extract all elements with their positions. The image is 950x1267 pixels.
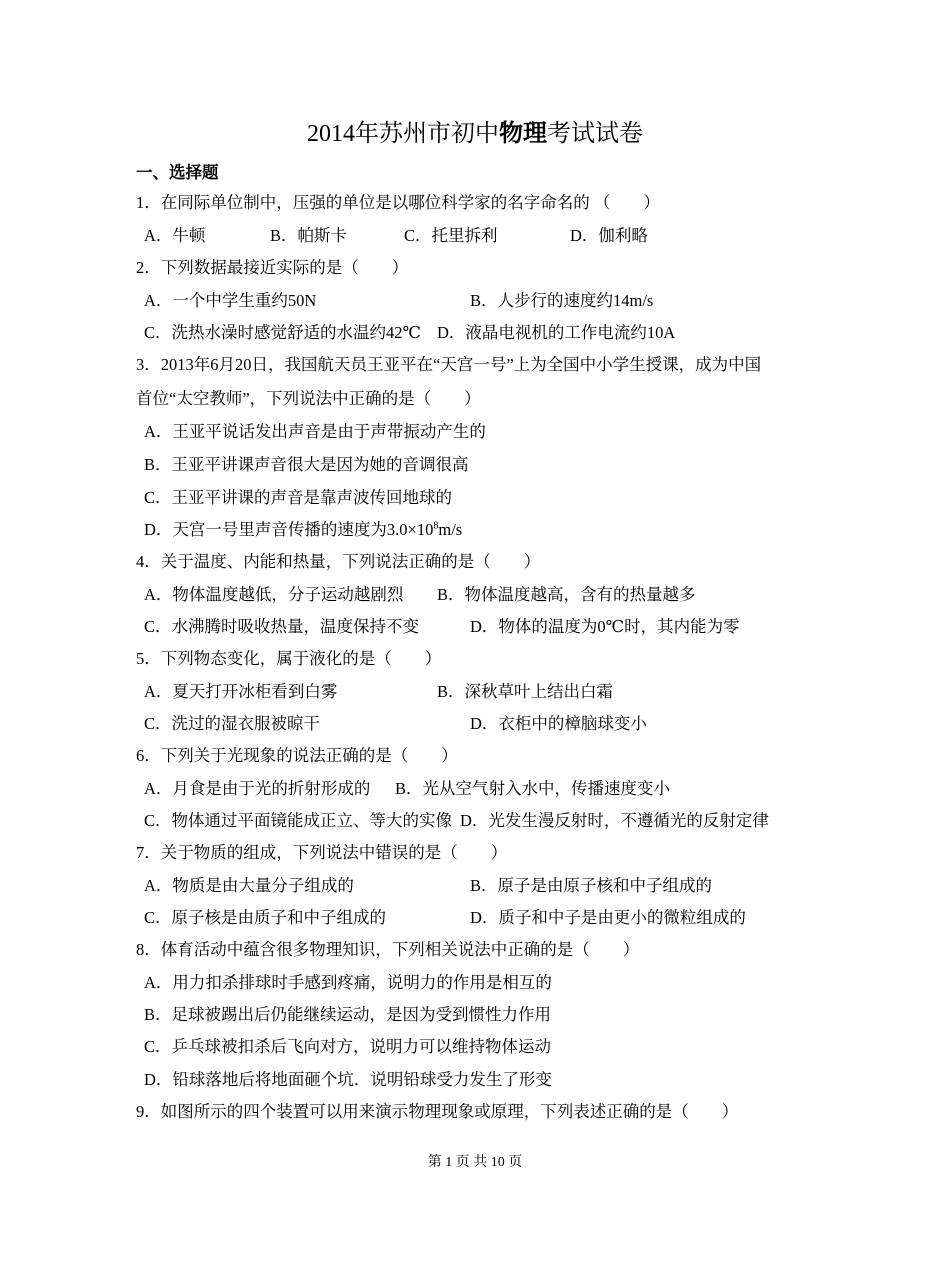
q2-option-b: B．人步行的速度约14m/s	[470, 291, 654, 310]
q8-option-d: D．铅球落地后将地面砸个坑．说明铅球受力发生了形变	[144, 1070, 552, 1089]
q6-option-b: B．光从空气射入水中，传播速度变小	[395, 779, 671, 798]
q8-option-a: A．用力扣杀排球时手感到疼痛，说明力的作用是相互的	[144, 973, 552, 992]
q7-option-c: C．原子核是由质子和中子组成的	[144, 908, 387, 927]
q6-option-c: C．物体通过平面镜能成正立、等大的实像	[144, 811, 453, 830]
q1-option-c: C．托里拆利	[404, 226, 498, 245]
q2-option-c: C．洗热水澡时感觉舒适的水温约42℃	[144, 323, 421, 342]
q3-option-b: B．王亚平讲课声音很大是因为她的音调很高	[144, 455, 469, 474]
q2-option-d: D．液晶电视机的工作电流约10A	[437, 323, 676, 342]
q4-option-b: B．物体温度越高，含有的热量越多	[437, 585, 696, 604]
question-6-stem: 6．下列关于光现象的说法正确的是（ ）	[136, 746, 458, 765]
q8-option-b: B．足球被踢出后仍能继续运动，是因为受到惯性力作用	[144, 1005, 552, 1024]
q7-option-a: A．物质是由大量分子组成的	[144, 876, 354, 895]
q8-option-c: C．乒乓球被扣杀后飞向对方，说明力可以维持物体运动	[144, 1037, 552, 1056]
q4-option-a: A．物体温度越低，分子运动越剧烈	[144, 585, 404, 604]
q6-option-d: D．光发生漫反射时，不遵循光的反射定律	[460, 811, 769, 830]
q1-option-b: B．帕斯卡	[270, 226, 348, 245]
question-2-stem: 2．下列数据最接近实际的是（ ）	[136, 258, 409, 277]
question-5-stem: 5．下列物态变化，属于液化的是（ ）	[136, 649, 442, 668]
q4-option-c: C．水沸腾时吸收热量，温度保持不变	[144, 617, 420, 636]
question-1-stem: 1．在同际单位制中，压强的单位是以哪位科学家的名字命名的 （ ）	[136, 193, 660, 212]
q7-option-b: B．原子是由原子核和中子组成的	[470, 876, 713, 895]
q5-option-a: A．夏天打开冰柜看到白雾	[144, 682, 338, 701]
question-7-stem: 7．关于物质的组成，下列说法中错误的是（ ）	[136, 843, 508, 862]
question-9-stem: 9．如图所示的四个装置可以用来演示物理现象或原理，下列表述正确的是（ ）	[136, 1102, 739, 1121]
question-4-stem: 4．关于温度、内能和热量，下列说法正确的是（ ）	[136, 552, 541, 571]
q6-option-a: A．月食是由于光的折射形成的	[144, 779, 371, 798]
page-footer: 第 1 页 共 10 页	[427, 1155, 523, 1170]
question-8-stem: 8．体育活动中蕴含很多物理知识，下列相关说法中正确的是（ ）	[136, 940, 640, 959]
q3-option-c: C．王亚平讲课的声音是靠声波传回地球的	[144, 488, 453, 507]
question-3-stem-line2: 首位“太空教师”，下列说法中正确的是（ ）	[136, 389, 481, 408]
page-title: 2014年苏州市初中物理考试试卷	[307, 121, 643, 147]
q3-option-a: A．王亚平说话发出声音是由于声带振动产生的	[144, 422, 486, 441]
question-3-stem-line1: 3．2013年6月20日，我国航天员王亚平在“天宫一号”上为全国中小学生授课，成为中国	[136, 355, 762, 374]
q1-option-a: A．牛顿	[144, 226, 206, 245]
q3-option-d: D．天宫一号里声音传播的速度为$3.0\times 10^8m/s$	[144, 520, 463, 539]
q7-option-d: D．质子和中子是由更小的微粒组成的	[470, 908, 746, 927]
q1-option-d: D．伽利略	[570, 226, 648, 245]
section-heading: 一、选择题	[136, 163, 219, 182]
q2-option-a: A．一个中学生重约50N	[144, 291, 317, 310]
q5-option-c: C．洗过的湿衣服被晾干	[144, 714, 321, 733]
q5-option-d: D．衣柜中的樟脑球变小	[470, 714, 647, 733]
q5-option-b: B．深秋草叶上结出白霜	[437, 682, 614, 701]
q4-option-d: D．物体的温度为0℃时，其内能为零	[470, 617, 740, 636]
